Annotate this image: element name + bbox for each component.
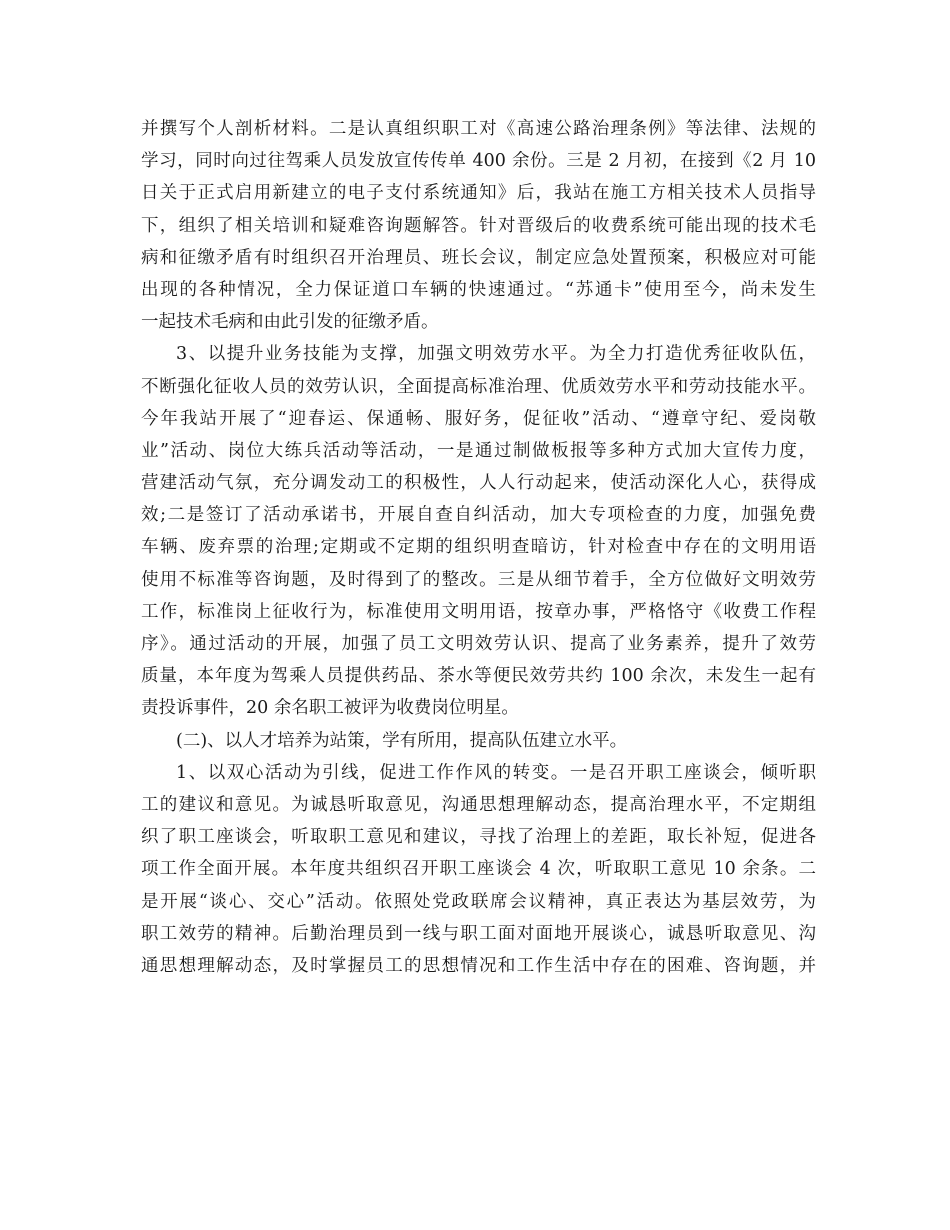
text-line: 一起技术毛病和由此引发的征缴矛盾。 xyxy=(141,312,439,333)
text-line: 出现的各种情况，全力保证道口车辆的快速通过。“苏通卡”使用至今，尚未发生 xyxy=(141,279,816,300)
text-line: 并撰写个人剖析材料。二是认真组织职工对《高速公路治理条例》等法律、法规的 xyxy=(141,119,816,139)
text-line: 是开展“谈心、交心”活动。依照处党政联席会议精神，真正表达为基层效劳，为 xyxy=(141,891,816,912)
text-line: 序》。通过活动的开展，加强了员工文明效劳认识、提高了业务素养，提升了效劳 xyxy=(141,634,816,654)
body-text xyxy=(141,113,816,982)
text-line: 日关于正式启用新建立的电子支付系统通知》后，我站在施工方相关技术人员指导 xyxy=(141,183,816,204)
text-line: 学习，同时向过往驾乘人员发放宣传传单 400 余份。三是 2 月初，在接到《2 月 10 xyxy=(141,151,816,172)
text-line: 营建活动气氛，充分调发动工的积极性，人人行动起来，使活动深化人心，获得成 xyxy=(141,473,816,494)
text-line: 病和征缴矛盾有时组织召开治理员、班长会议，制定应急处置预案，积极应对可能 xyxy=(141,247,816,268)
text-line: 工作，标准岗上征收行为，标准使用文明用语，按章办事，严格恪守《收费工作程 xyxy=(141,601,816,622)
text-line: 业”活动、岗位大练兵活动等活动，一是通过制做板报等多种方式加大宣传力度， xyxy=(141,440,816,461)
text-line: (二)、以人才培养为站策，学有所用，提高队伍建立水平。 xyxy=(176,730,628,751)
text-line: 使用不标准等咨询题，及时得到了的整改。三是从细节着手，全方位做好文明效劳 xyxy=(141,569,816,590)
text-line: 工的建议和意见。为诚恳听取意见，沟通思想理解动态，提高治理水平，不定期组 xyxy=(141,794,816,815)
text-line: 责投诉事件，20 余名职工被评为收费岗位明星。 xyxy=(141,698,519,719)
text-line: 车辆、废弃票的治理;定期或不定期的组织明查暗访，针对检查中存在的文明用语 xyxy=(141,537,816,558)
text-line: 今年我站开展了“迎春运、保通畅、服好务，促征收”活动、“遵章守纪、爱岗敬 xyxy=(141,408,816,429)
text-line: 1、以双心活动为引线，促进工作作风的转变。一是召开职工座谈会，倾听职 xyxy=(176,762,816,783)
text-line: 效;二是签订了活动承诺书，开展自查自纠活动，加大专项检查的力度，加强免费 xyxy=(141,505,816,526)
text-line: 职工效劳的精神。后勤治理员到一线与职工面对面地开展谈心，诚恳听取意见、沟 xyxy=(141,923,816,944)
text-line: 质量，本年度为驾乘人员提供药品、茶水等便民效劳共约 100 余次，未发生一起有 xyxy=(141,666,816,687)
text-line: 3、以提升业务技能为支撑，加强文明效劳水平。为全力打造优秀征收队伍， xyxy=(176,344,816,365)
text-line: 织了职工座谈会，听取职工意见和建议，寻找了治理上的差距，取长补短，促进各 xyxy=(141,827,816,848)
text-line: 下，组织了相关培训和疑难咨询题解答。针对晋级后的收费系统可能出现的技术毛 xyxy=(141,215,816,236)
text-line: 通思想理解动态，及时掌握员工的思想情况和工作生活中存在的困难、咨询题，并 xyxy=(141,955,816,976)
text-line: 项工作全面开展。本年度共组织召开职工座谈会 4 次，听取职工意见 10 余条。二 xyxy=(141,859,816,880)
text-line: 不断强化征收人员的效劳认识，全面提高标准治理、优质效劳水平和劳动技能水平。 xyxy=(141,376,816,397)
